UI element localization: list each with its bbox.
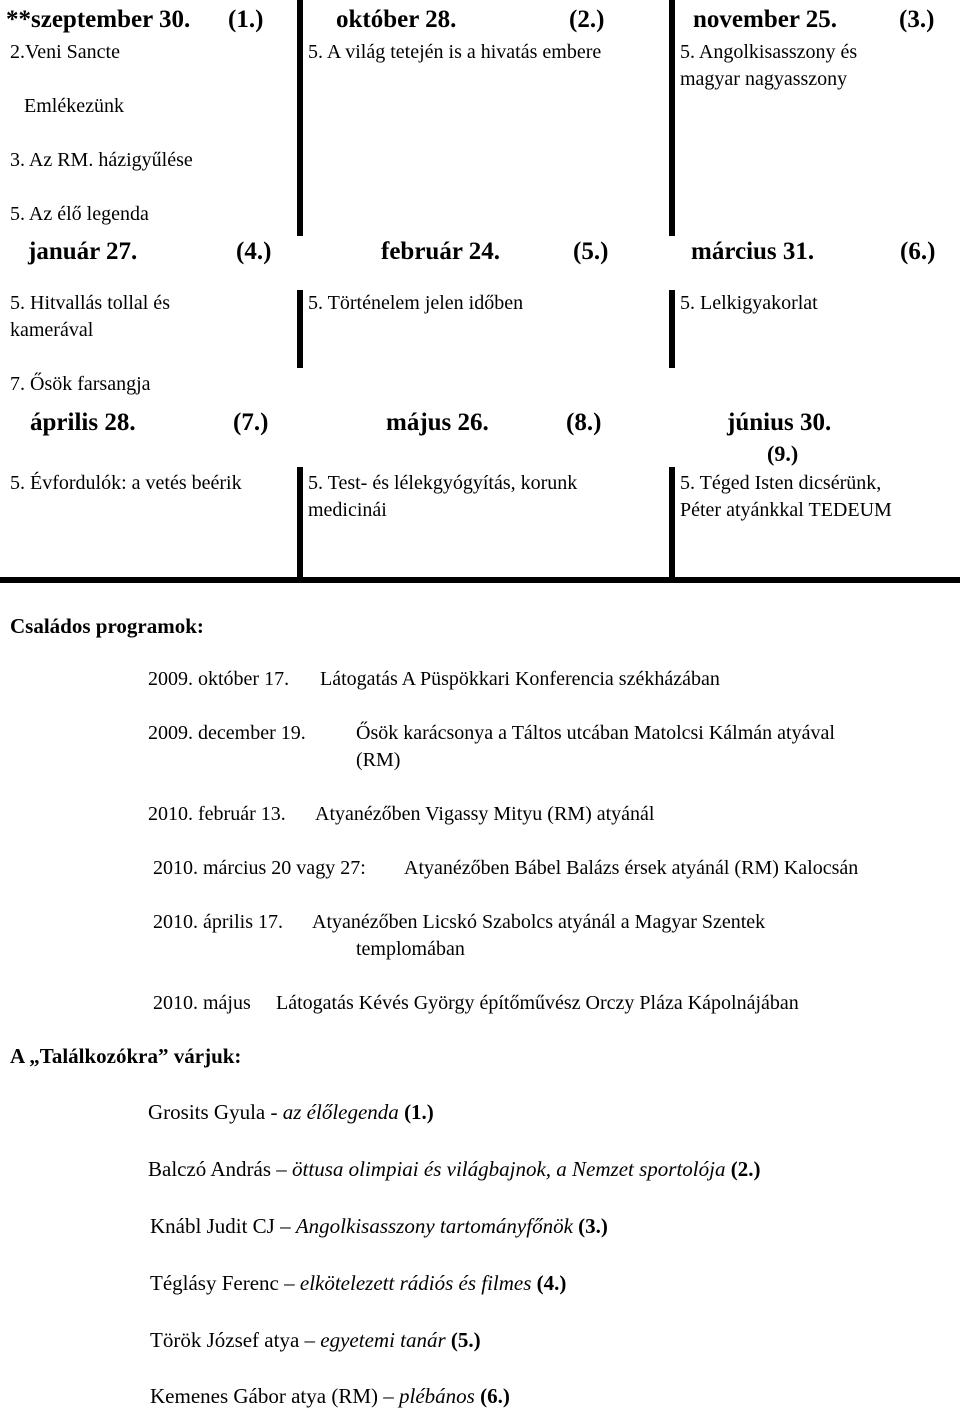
guest-entry — [148, 1100, 434, 1125]
event-text: Atyanézőben Licskó Szabolcs atyánál a Magyar Szentek — [312, 911, 766, 933]
event-text: Látogatás A Püspökkari Konferencia székházában — [320, 668, 720, 690]
meeting-number: (8.) — [566, 409, 602, 436]
program-item: 5. Angolkisasszony és — [680, 41, 858, 63]
guest-name: Kemenes Gábor atya (RM) – — [150, 1384, 400, 1408]
program-item: 5. Történelem jelen időben — [308, 292, 524, 314]
event-text: templomában — [356, 938, 465, 960]
guest-role: plébános — [399, 1384, 475, 1408]
section-heading: A „Találkozókra” várjuk: — [10, 1044, 242, 1068]
column-divider-2 — [669, 467, 675, 579]
event-date: 2009. december 19. — [148, 722, 306, 744]
meeting-number: (3.) — [578, 1214, 608, 1238]
column-divider-2 — [669, 0, 675, 236]
event-text: Látogatás Kévés György építőművész Orczy Pláza Kápolnájában — [276, 992, 799, 1014]
program-item: Emlékezünk — [24, 95, 124, 117]
meeting-number: (1.) — [404, 1100, 434, 1124]
guest-entry — [150, 1271, 566, 1296]
event-date: 2010. április 17. — [153, 911, 283, 933]
guest-role: elkötelezett rádiós és filmes — [299, 1271, 532, 1295]
guest-role: Angolkisasszony tartományfőnök — [295, 1214, 573, 1238]
event-date: 2010. május — [153, 992, 251, 1014]
program-item: Péter atyánkkal TEDEUM — [680, 499, 892, 521]
program-item: 5. Test- és lélekgyógyítás, korunk — [308, 472, 578, 494]
program-item: kamerával — [10, 319, 94, 341]
event-date: 2009. október 17. — [148, 668, 290, 690]
month-date: március 31. — [691, 238, 815, 265]
meeting-number: (2.) — [730, 1157, 761, 1181]
guest-entry — [150, 1384, 510, 1409]
program-item: 5. Az élő legenda — [10, 203, 149, 225]
column-divider-1 — [297, 290, 303, 368]
meeting-number: (3.) — [899, 6, 935, 33]
guest-role: öttusa olimpiai és világbajnok, a Nemzet sportolója — [292, 1157, 726, 1181]
month-date: február 24. — [381, 238, 500, 265]
guest-role: egyetemi tanár — [320, 1328, 446, 1352]
guest-entry — [150, 1214, 608, 1239]
month-date: április 28. — [30, 409, 136, 436]
meeting-number: (2.) — [569, 6, 605, 33]
guest-name: Balczó András – — [148, 1157, 293, 1181]
meeting-number: (7.) — [233, 409, 269, 436]
month-date: június 30. — [727, 409, 832, 436]
program-item: 3. Az RM. házigyűlése — [10, 149, 193, 171]
guest-role: az élőlegenda — [282, 1100, 399, 1124]
event-date: 2010. február 13. — [148, 803, 286, 825]
meeting-number: (6.) — [480, 1384, 510, 1408]
program-item: 5. Lelkigyakorlat — [680, 292, 818, 314]
event-text: Atyanézőben Bábel Balázs érsek atyánál (RM) Kalocsán — [404, 857, 859, 879]
guest-name: Grosits Gyula - — [148, 1100, 283, 1124]
column-divider-1 — [297, 467, 303, 579]
meeting-number: (6.) — [900, 238, 936, 265]
meeting-number: (4.) — [536, 1271, 567, 1295]
program-item: 5. Évfordulók: a vetés beérik — [10, 472, 242, 494]
column-divider-1 — [297, 0, 303, 236]
meeting-number: (4.) — [236, 238, 272, 265]
guest-name: Téglásy Ferenc – — [150, 1271, 300, 1295]
table-bottom-border — [0, 577, 960, 583]
program-item: 5. A világ tetején is a hivatás embere — [308, 41, 602, 63]
event-text: Atyanézőben Vigassy Mityu (RM) atyánál — [315, 803, 655, 825]
program-item: medicinái — [308, 499, 387, 521]
month-date: május 26. — [386, 409, 489, 436]
month-date: **szeptember 30. — [6, 6, 191, 33]
program-item: 5. Téged Isten dicsérünk, — [680, 472, 882, 494]
program-item: 7. Ősök farsangja — [10, 373, 151, 395]
event-text: Ősök karácsonya a Táltos utcában Matolcsi Kálmán atyával — [356, 722, 835, 744]
event-text: (RM) — [356, 749, 401, 771]
section-heading: Családos programok: — [10, 614, 204, 638]
meeting-number: (1.) — [228, 6, 264, 33]
month-date: november 25. — [693, 6, 837, 33]
month-date: október 28. — [336, 6, 457, 33]
program-item: magyar nagyasszony — [680, 68, 848, 90]
program-item: 5. Hitvallás tollal és — [10, 292, 170, 314]
column-divider-2 — [669, 290, 675, 368]
event-date: 2010. március 20 vagy 27: — [153, 857, 366, 879]
guest-name: Török József atya – — [150, 1328, 321, 1352]
program-item: 2.Veni Sancte — [10, 41, 120, 63]
month-date: január 27. — [28, 238, 138, 265]
guest-entry — [150, 1328, 481, 1353]
meeting-number: (9.) — [767, 441, 799, 466]
meeting-number: (5.) — [573, 238, 609, 265]
guest-entry — [148, 1157, 760, 1182]
guest-name: Knábl Judit CJ – — [150, 1214, 296, 1238]
meeting-number: (5.) — [450, 1328, 481, 1352]
